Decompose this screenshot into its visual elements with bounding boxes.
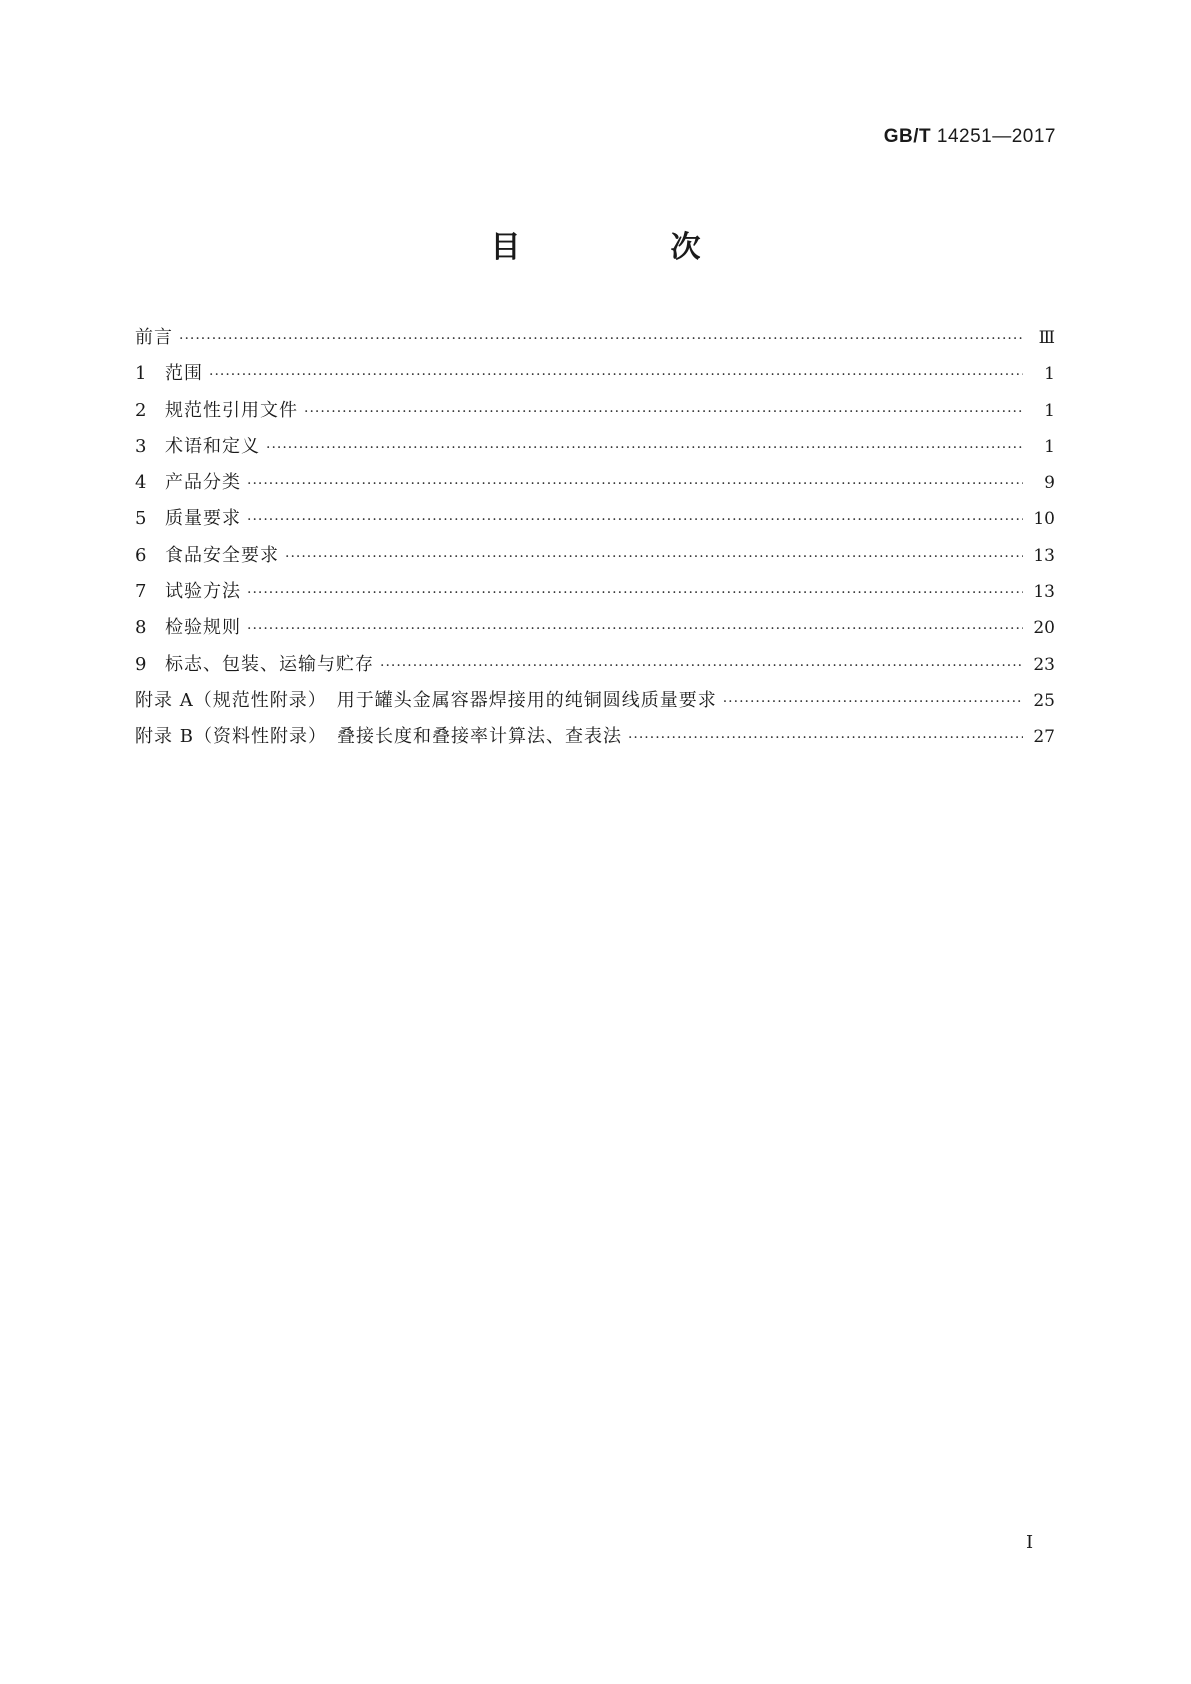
toc-entry-label: 质量要求	[165, 508, 241, 530]
toc-entry-label: 食品安全要求	[165, 544, 279, 566]
toc-entry-page: 1	[1044, 400, 1055, 421]
toc-entry-label: 术语和定义	[165, 435, 260, 457]
toc-entry-page: 13	[1033, 582, 1055, 603]
toc-leader-dots	[247, 585, 1023, 601]
toc-entry-number: 4	[135, 472, 147, 494]
toc-entry-page: Ⅲ	[1038, 328, 1055, 348]
toc-leader-dots	[285, 549, 1023, 565]
toc-leader-dots	[247, 512, 1023, 528]
toc-entry[interactable]	[135, 323, 1055, 359]
toc-leader-dots	[247, 476, 1023, 492]
toc-entry[interactable]	[135, 686, 1055, 722]
toc-leader-dots	[380, 658, 1023, 674]
standard-number: 14251—2017	[936, 126, 1056, 147]
toc-entry-label: 检验规则	[165, 617, 241, 639]
toc-entry-label: 前言	[135, 327, 173, 348]
toc-entry-page: 9	[1044, 473, 1055, 494]
toc-entry-label: 试验方法	[165, 581, 241, 603]
toc-entry[interactable]	[135, 650, 1055, 686]
toc-leader-dots	[628, 730, 1023, 746]
standard-code	[884, 126, 1056, 148]
page-number: I	[1026, 1532, 1034, 1553]
toc-leader-dots	[179, 331, 1023, 347]
toc-entry[interactable]	[135, 396, 1055, 432]
toc-leader-dots	[266, 440, 1023, 456]
toc-entry-page: 25	[1033, 690, 1055, 711]
page-title: 目 次	[490, 230, 761, 265]
toc-entry[interactable]	[135, 468, 1055, 504]
toc-entry[interactable]	[135, 504, 1055, 540]
toc-entry-number: 1	[135, 363, 147, 385]
toc-entry-number: 6	[135, 544, 147, 566]
toc-leader-dots	[209, 367, 1023, 383]
toc-entry-number: 3	[135, 435, 147, 457]
table-of-contents	[135, 323, 1055, 759]
toc-leader-dots	[304, 404, 1023, 420]
toc-entry[interactable]	[135, 541, 1055, 577]
toc-entry[interactable]	[135, 359, 1055, 395]
toc-entry-number: 2	[135, 399, 147, 421]
toc-entry-page: 10	[1033, 509, 1055, 530]
toc-entry-number: 9	[135, 653, 147, 675]
toc-entry[interactable]	[135, 722, 1055, 758]
toc-entry-page: 1	[1044, 436, 1055, 457]
toc-entry[interactable]	[135, 577, 1055, 613]
toc-entry[interactable]	[135, 432, 1055, 468]
toc-entry-page: 1	[1044, 364, 1055, 385]
toc-entry-label: 附录 A（规范性附录） 用于罐头金属容器焊接用的纯铜圆线质量要求	[135, 689, 717, 711]
toc-entry[interactable]	[135, 613, 1055, 649]
toc-entry-page: 20	[1033, 618, 1055, 639]
toc-entry-page: 27	[1033, 727, 1055, 748]
toc-leader-dots	[247, 621, 1023, 637]
toc-entry-page: 23	[1033, 654, 1055, 675]
toc-leader-dots	[723, 694, 1023, 710]
toc-entry-number: 5	[135, 508, 147, 530]
standard-prefix: GB/T	[883, 126, 932, 147]
toc-entry-label: 附录 B（资料性附录） 叠接长度和叠接率计算法、查表法	[135, 726, 622, 748]
toc-entry-page: 13	[1033, 545, 1055, 566]
toc-entry-label: 范围	[165, 363, 203, 385]
toc-entry-number: 8	[135, 617, 147, 639]
toc-entry-number: 7	[135, 581, 147, 603]
toc-entry-label: 标志、包装、运输与贮存	[165, 653, 374, 675]
toc-entry-label: 规范性引用文件	[165, 399, 298, 421]
toc-entry-label: 产品分类	[165, 472, 241, 494]
